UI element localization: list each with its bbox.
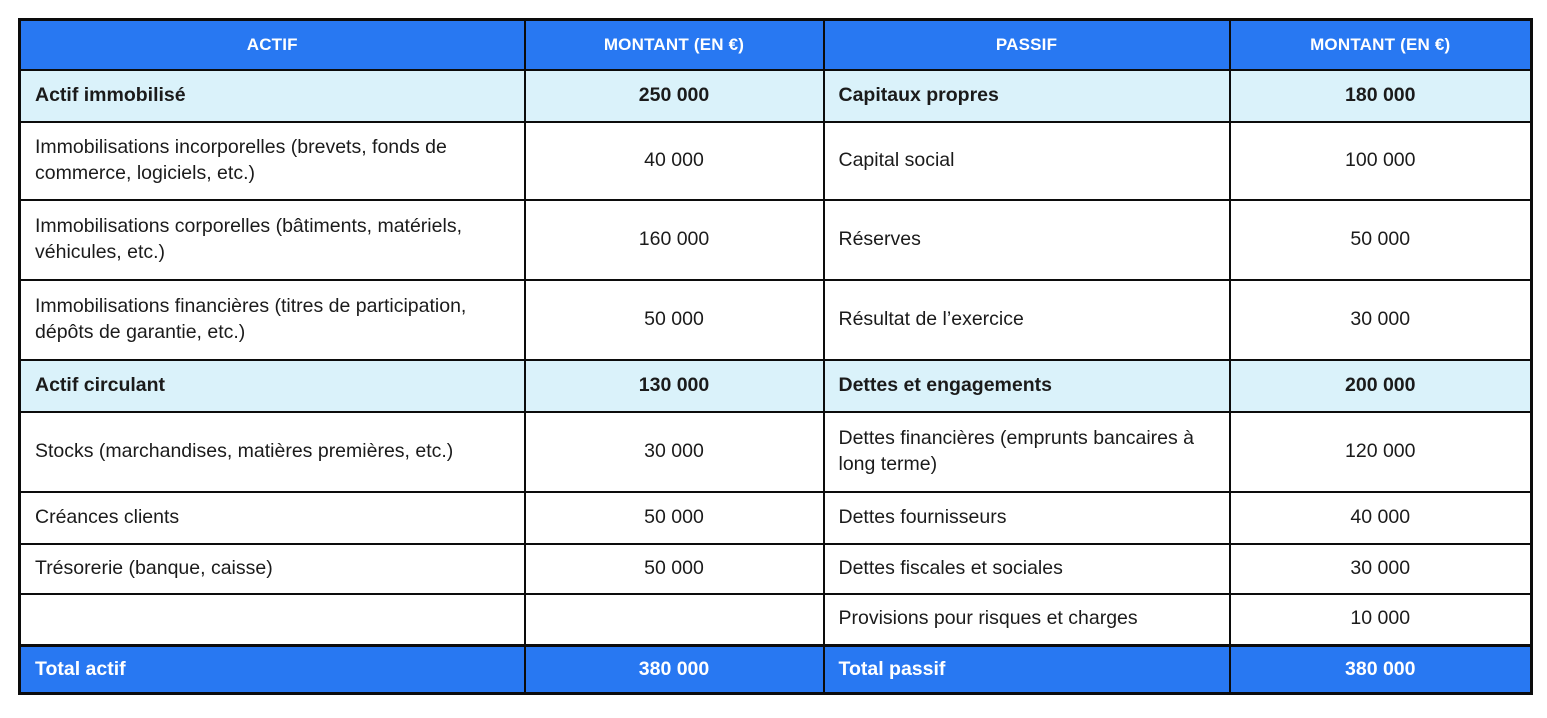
label-cell: Total actif: [20, 646, 525, 694]
table-row: [20, 594, 1532, 646]
amount-cell: 100 000: [1230, 122, 1532, 200]
label-cell: Dettes fiscales et sociales: [824, 544, 1230, 594]
amount-cell: 50 000: [525, 544, 824, 594]
total-row: [20, 646, 1532, 694]
amount-cell: 30 000: [1230, 544, 1532, 594]
label-cell: Actif circulant: [20, 360, 525, 412]
label-cell: Dettes financières (emprunts bancaires à long terme): [824, 412, 1230, 492]
table-row: [20, 492, 1532, 544]
column-header-actif: ACTIF: [20, 20, 525, 70]
amount-cell: 380 000: [525, 646, 824, 694]
amount-cell: 160 000: [525, 200, 824, 280]
amount-cell: 200 000: [1230, 360, 1532, 412]
amount-cell: 50 000: [525, 492, 824, 544]
header-row: [20, 20, 1532, 70]
table-row: [20, 122, 1532, 200]
label-cell: Immobilisations corporelles (bâtiments, matériels, véhicules, etc.): [20, 200, 525, 280]
column-header-passif: PASSIF: [824, 20, 1230, 70]
table-row: [20, 200, 1532, 280]
label-cell: Réserves: [824, 200, 1230, 280]
amount-cell: 180 000: [1230, 70, 1532, 122]
label-cell: Trésorerie (banque, caisse): [20, 544, 525, 594]
label-cell: Immobilisations financières (titres de participation, dépôts de garantie, etc.): [20, 280, 525, 360]
section-row: [20, 70, 1532, 122]
label-cell: Capital social: [824, 122, 1230, 200]
label-cell: Dettes fournisseurs: [824, 492, 1230, 544]
label-cell: Capitaux propres: [824, 70, 1230, 122]
amount-cell: 40 000: [1230, 492, 1532, 544]
amount-cell: 130 000: [525, 360, 824, 412]
amount-cell: 50 000: [525, 280, 824, 360]
label-cell: Actif immobilisé: [20, 70, 525, 122]
table-body: [20, 70, 1532, 694]
table-row: [20, 412, 1532, 492]
table-row: [20, 544, 1532, 594]
amount-cell: 30 000: [525, 412, 824, 492]
amount-cell: 380 000: [1230, 646, 1532, 694]
amount-cell: 250 000: [525, 70, 824, 122]
table-row: [20, 280, 1532, 360]
label-cell: Provisions pour risques et charges: [824, 594, 1230, 646]
label-cell: Dettes et engagements: [824, 360, 1230, 412]
amount-cell: [525, 594, 824, 646]
label-cell: Stocks (marchandises, matières premières, etc.): [20, 412, 525, 492]
balance-sheet-table: [18, 18, 1533, 695]
label-cell: Total passif: [824, 646, 1230, 694]
label-cell: Immobilisations incorporelles (brevets, fonds de commerce, logiciels, etc.): [20, 122, 525, 200]
amount-cell: 10 000: [1230, 594, 1532, 646]
label-cell: [20, 594, 525, 646]
column-header-montant-actif: MONTANT (EN €): [525, 20, 824, 70]
label-cell: Créances clients: [20, 492, 525, 544]
amount-cell: 40 000: [525, 122, 824, 200]
column-header-montant-passif: MONTANT (EN €): [1230, 20, 1532, 70]
amount-cell: 30 000: [1230, 280, 1532, 360]
section-row: [20, 360, 1532, 412]
amount-cell: 50 000: [1230, 200, 1532, 280]
amount-cell: 120 000: [1230, 412, 1532, 492]
label-cell: Résultat de l’exercice: [824, 280, 1230, 360]
